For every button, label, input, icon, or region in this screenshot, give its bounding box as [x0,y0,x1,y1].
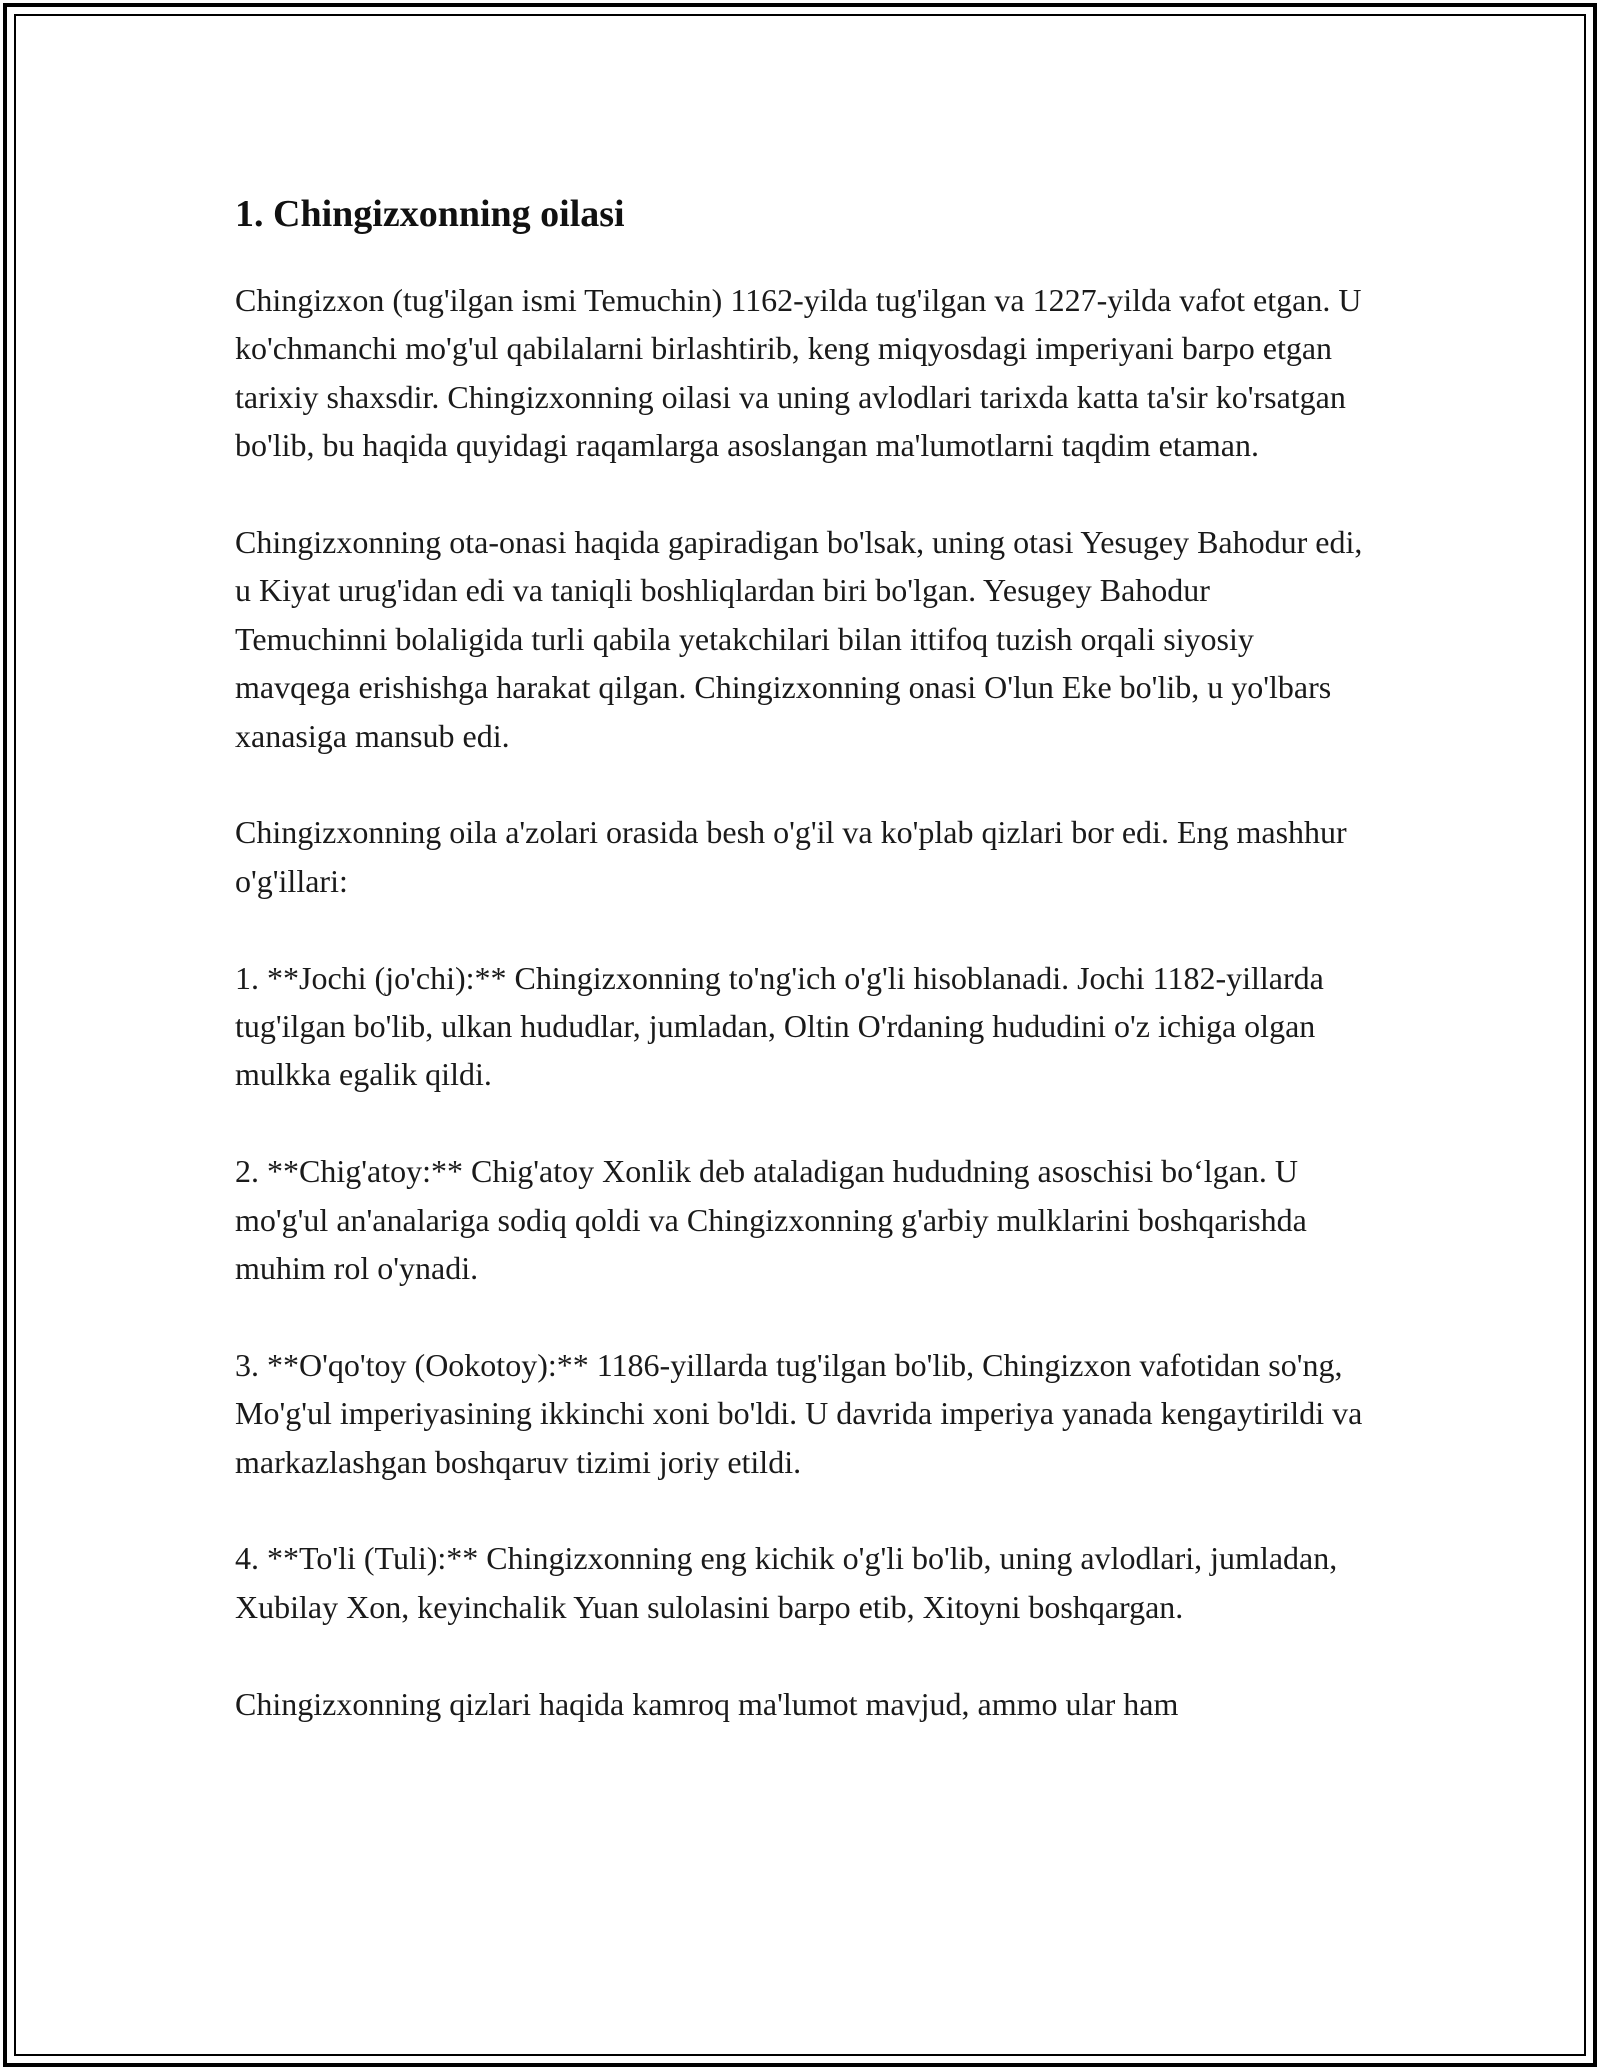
paragraph-parents: Chingizxonning ota-onasi haqida gapiradigan bo'lsak, uning otasi Yesugey Bahodur edi, u Kiyat urug'idan edi va taniqli boshliqlardan biri bo'lgan. Yesugey Bahodur Temuchinni bolaligida turli qabila yetakchilari bilan ittifoq tuzish orqali siyosiy mavqega erishishga harakat qilgan. Chingizxonning onasi O'lun Eke bo'lib, u yo'lbars xanasiga mansub edi. [235,524,1363,754]
list-item-oqotoy: 3. **O'qo'toy (Ookotoy):** 1186-yillarda tug'ilgan bo'lib, Chingizxon vafotidan so'ng, Mo'g'ul imperiyasining ikkinchi xoni bo'ldi. U davrida imperiya yanada kengaytirildi va markazlashgan boshqaruv tizimi joriy etildi. [235,1346,1363,1480]
paragraph-children-intro: Chingizxonning oila a'zolari orasida besh o'g'il va ko'plab qizlari bor edi. Eng mashhur o'g'illari: [235,814,1347,899]
section-heading: 1. Chingizxonning oilasi [235,193,625,235]
paragraph-daughters: Chingizxonning qizlari haqida kamroq ma'lumot mavjud, ammo ular ham [235,1685,1179,1722]
list-item-jochi: 1. **Jochi (jo'chi):** Chingizxonning to'ng'ich o'g'li hisoblanadi. Jochi 1182-yillarda tug'ilgan bo'lib, ulkan hududlar, jumladan, Oltin O'rdaning hududini o'z ichiga olgan mulkka egalik qildi. [235,959,1324,1093]
list-item-chigatoy: 2. **Chig'atoy:** Chig'atoy Xonlik deb ataladigan hududning asoschisi bo‘lgan. U mo'g'ul an'analariga sodiq qoldi va Chingizxonning g'arbiy mulklarini boshqarishda muhim rol o'ynadi. [235,1153,1307,1287]
document-body [235,186,1365,1728]
list-item-toli: 4. **To'li (Tuli):** Chingizxonning eng kichik o'g'li bo'lib, uning avlodlari, jumladan, Xubilay Xon, keyinchalik Yuan sulolasini barpo etib, Xitoyni boshqargan. [235,1540,1338,1625]
paragraph-intro: Chingizxon (tug'ilgan ismi Temuchin) 1162-yilda tug'ilgan va 1227-yilda vafot etgan. U ko'chmanchi mo'g'ul qabilalarni birlashtirib, keng miqyosdagi imperiyani barpo etgan tarixiy shaxsdir. Chingizxonning oilasi va uning avlodlari tarixda katta ta'sir ko'rsatgan bo'lib, bu haqida quyidagi raqamlarga asoslangan ma'lumotlarni taqdim etaman. [235,282,1362,464]
